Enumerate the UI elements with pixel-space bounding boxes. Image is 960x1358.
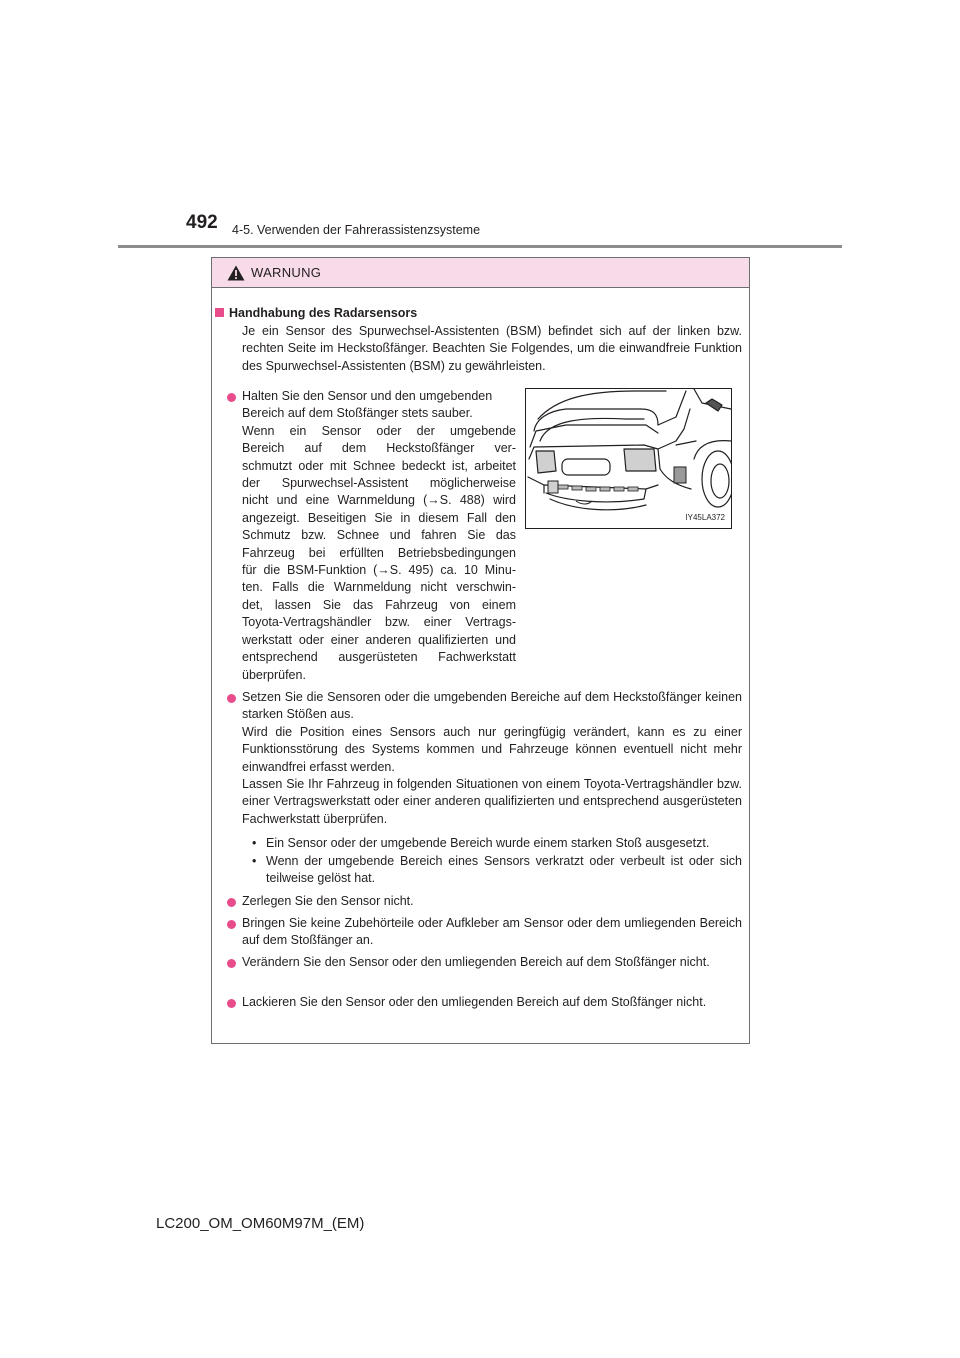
- bullet-1-line: angezeigt. Beseitigen Sie in diesem Fall den: [242, 510, 516, 525]
- square-bullet-icon: [215, 308, 224, 317]
- sub-bullet-text: Ein Sensor oder der umgebende Bereich wurde einem starken Stoß ausgesetzt.: [266, 836, 710, 850]
- bullet-4: Bringen Sie keine Zubehörteile oder Aufkleber am Sensor oder dem umliegenden Bereich auf dem Stoßfänger an.: [242, 916, 742, 948]
- sub-bullet-text: Wenn der umgebende Bereich eines Sensors verkratzt oder verbeult ist oder sich teilweise gelöst hat.: [266, 854, 742, 886]
- bullet-dot-icon: [227, 694, 236, 703]
- bullet-dot-icon: [227, 898, 236, 907]
- document-id: LC200_OM_OM60M97M_(EM): [156, 1215, 365, 1232]
- header-rule: [118, 245, 842, 248]
- bullet-1-line: det, lassen Sie das Fahrzeug von einem: [242, 597, 516, 612]
- sub-bullet-mark: •: [252, 836, 257, 850]
- warning-title: WARNUNG: [251, 265, 322, 280]
- bullet-1-line: Fahrzeug bei erfüllten Betriebsbedingungen: [242, 545, 516, 560]
- bullet-dot-icon: [227, 999, 236, 1008]
- bullet-1: [242, 388, 516, 684]
- bullet-1-line: ten. Falls die Warnmeldung nicht verschwin-: [242, 580, 516, 595]
- figure-code: IY45LA372: [685, 512, 725, 522]
- bullet-1-line: Wenn ein Sensor oder der umgebende: [242, 423, 516, 438]
- warning-box: [211, 257, 750, 1044]
- sub-bullet-2: [252, 853, 742, 888]
- section-heading-text: Handhabung des Radarsensors: [229, 306, 418, 320]
- bullet-1-line: der Spurwechsel-Assistent möglicherweise: [242, 476, 516, 491]
- bullet-2-text: Setzen Sie die Sensoren oder die umgebenden Bereiche auf dem Heckstoßfänger keinen starken Stößen aus.: [242, 690, 742, 722]
- bullet-dot-icon: [227, 959, 236, 968]
- bullet-5: Verändern Sie den Sensor oder den umliegenden Bereich auf dem Stoßfänger nicht.: [242, 955, 710, 969]
- bullet-1-line: Bereich auf dem Stoßfänger stets sauber.: [242, 406, 473, 421]
- bullet-dot-icon: [227, 920, 236, 929]
- sub-bullet-1: [252, 835, 742, 852]
- bullet-3: Zerlegen Sie den Sensor nicht.: [242, 894, 414, 908]
- intro-paragraph: Je ein Sensor des Spurwechsel-Assistenten (BSM) befindet sich auf der linken bzw. rechten Seite im Heckstoßfänger. Beachten Sie Folgendes, um die einwandfreie Funktion des Spurwechsel-Assistenten (BSM) zu gewährleisten.: [242, 324, 742, 373]
- car-rear-illustration: [526, 389, 731, 528]
- sub-bullet-mark: •: [252, 854, 257, 868]
- bullet-1-line: Halten Sie den Sensor und den umgebenden: [242, 389, 493, 403]
- bullet-2-detail: Wird die Position eines Sensors auch nur geringfügig verändert, kann es zu einer Funktionsstörung des Systems kommen und Fahrzeuge können eventuell nicht mehr einwandfrei erfasst werden.: [242, 724, 742, 774]
- bullet-1-line: entsprechend ausgerüsteten Fachwerkstatt: [242, 650, 516, 665]
- warning-header: [212, 258, 749, 288]
- page-number: 492: [186, 212, 218, 233]
- section-heading: [215, 305, 417, 322]
- bullet-2: [242, 689, 742, 828]
- bullet-1-line: Bereich auf dem Heckstoßfänger ver-: [242, 441, 516, 456]
- bullet-2-detail: Lassen Sie Ihr Fahrzeug in folgenden Situationen von einem Toyota-Vertragshändler bzw. einer Vertragswerkstatt oder einer anderen qualifizierten und entsprechend ausgerüsteten Fachwerkstatt überprüfen.: [242, 777, 742, 826]
- bullet-1-line: nicht und eine Warnmeldung (→S. 488) wird: [242, 493, 516, 508]
- bullet-1-line: Toyota-Vertragshändler bzw. einer Vertrags-: [242, 615, 516, 630]
- bullet-1-line: für die BSM-Funktion (→S. 495) ca. 10 Minu-: [242, 563, 516, 578]
- bullet-6: Lackieren Sie den Sensor oder den umliegenden Bereich auf dem Stoßfänger nicht.: [242, 995, 707, 1009]
- bullet-dot-icon: [227, 393, 236, 402]
- bullet-1-line: Schmutz bzw. Schnee und fahren Sie das: [242, 528, 516, 543]
- warning-triangle-icon: [227, 265, 245, 281]
- bullet-1-line: werkstatt oder einer anderen qualifizierten und: [242, 632, 516, 647]
- bullet-1-line: schmutzt oder mit Schnee bedeckt ist, arbeitet: [242, 458, 516, 473]
- bullet-1-line: überprüfen.: [242, 667, 306, 682]
- section-title: 4-5. Verwenden der Fahrerassistenzsysteme: [232, 223, 481, 237]
- bumper-sensor-figure: [525, 388, 732, 529]
